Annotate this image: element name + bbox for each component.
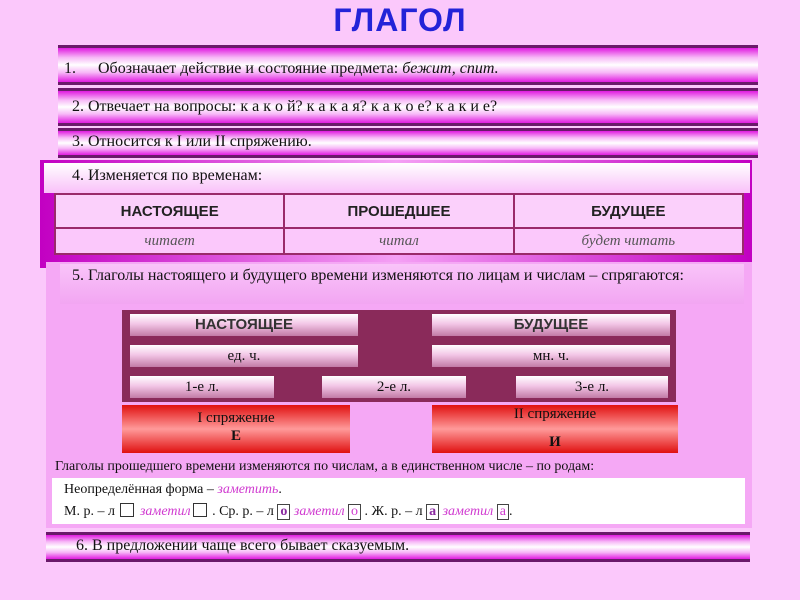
singular-label: ед. ч. bbox=[130, 345, 358, 367]
tense-header-present: НАСТОЯЩЕЕ bbox=[55, 194, 284, 228]
tense-example-present: читает bbox=[55, 228, 284, 254]
conjugation2-label: II спряжение bbox=[513, 406, 597, 422]
empty-ending-box bbox=[120, 503, 134, 517]
masculine-label: М. р. – л bbox=[64, 504, 115, 519]
tense-example-past: читал bbox=[284, 228, 513, 254]
neuter-example: заметил bbox=[293, 504, 345, 519]
feminine-ending-letter: а bbox=[426, 504, 439, 520]
masculine-example: заметил bbox=[139, 504, 191, 519]
tense-header-future: БУДУЩЕЕ bbox=[514, 194, 743, 228]
person1-label: 1-е л. bbox=[130, 376, 274, 398]
infinitive-example: заметить bbox=[217, 482, 279, 497]
tense-example-future: будет читать bbox=[514, 228, 743, 254]
empty-ending-box bbox=[193, 503, 207, 517]
item5-text: 5. Глаголы настоящего и будущего времени изменяются по лицам и числам – спрягаются: bbox=[72, 267, 684, 284]
item6-text: 6. В предложении чаще всего бывает сказуемым. bbox=[76, 537, 410, 554]
tense-header-past: ПРОШЕДШЕЕ bbox=[284, 194, 513, 228]
item3-text: 3. Относится к I или II спряжению. bbox=[72, 133, 312, 150]
person3-label: 3-е л. bbox=[516, 376, 668, 398]
past-tense-note: Глаголы прошедшего времени изменяются по числам, а в единственном числе – по родам: bbox=[55, 459, 595, 474]
conjugation2-box bbox=[432, 405, 678, 453]
future-tense-label: БУДУЩЕЕ bbox=[432, 314, 670, 336]
page-title: ГЛАГОЛ bbox=[333, 2, 467, 38]
tenses-table bbox=[54, 193, 744, 255]
conjugation1-letter: Е bbox=[230, 428, 241, 444]
item2-text: 2. Отвечает на вопросы: к а к о й? к а к а я? к а к о е? к а к и е? bbox=[72, 98, 498, 115]
tenses-example-row bbox=[55, 228, 743, 254]
forms-end: . bbox=[508, 504, 513, 519]
conjugation1-label: I спряжение bbox=[197, 410, 275, 426]
feminine-label: . Ж. р. – л bbox=[364, 504, 423, 519]
infinitive-label: Неопределённая форма – bbox=[64, 482, 218, 497]
conjugation1-box bbox=[122, 405, 350, 453]
conjugation2-letter: И bbox=[549, 434, 561, 450]
item1-statement: Обозначает действие и состояние предмета: bbox=[98, 60, 403, 77]
infinitive-end: . bbox=[278, 482, 282, 497]
present-tense-label: НАСТОЯЩЕЕ bbox=[130, 314, 358, 336]
neuter-ending-box: о bbox=[348, 504, 361, 520]
item1-text bbox=[98, 60, 499, 78]
plural-label: мн. ч. bbox=[432, 345, 670, 367]
tenses-header-row bbox=[55, 194, 743, 228]
feminine-example: заметил bbox=[442, 504, 494, 519]
feminine-ending-box: а bbox=[497, 504, 509, 520]
item1-number: 1. bbox=[64, 60, 76, 77]
item4-text: 4. Изменяется по временам: bbox=[72, 167, 263, 184]
gender-forms-line bbox=[64, 503, 512, 520]
infinitive-line bbox=[64, 482, 282, 498]
item1-example: бежит, спит. bbox=[402, 60, 499, 77]
neuter-ending-letter: о bbox=[277, 504, 290, 520]
neuter-label: . Ср. р. – л bbox=[212, 504, 274, 519]
person2-label: 2-е л. bbox=[322, 376, 466, 398]
